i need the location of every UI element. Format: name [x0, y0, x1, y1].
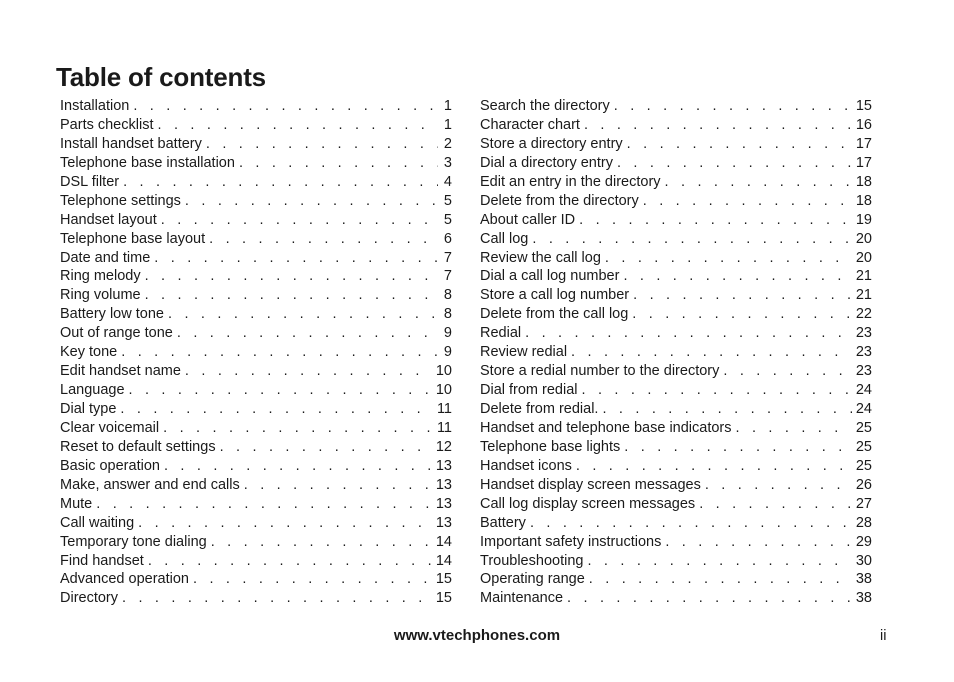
dot-leader — [643, 193, 852, 209]
toc-entry-page: 8 — [443, 287, 452, 304]
toc-entry-page: 20 — [855, 249, 872, 266]
toc-entry-label: Language — [60, 382, 125, 399]
toc-entry[interactable] — [480, 401, 872, 420]
toc-entry-page: 25 — [855, 438, 872, 455]
dot-leader — [705, 477, 852, 493]
toc-entry-page: 38 — [855, 571, 872, 588]
dot-leader — [185, 363, 432, 379]
toc-entry[interactable] — [60, 231, 452, 250]
toc-entry-page: 14 — [435, 533, 452, 550]
dot-leader — [129, 382, 432, 398]
toc-entry-label: Battery low tone — [60, 306, 164, 323]
dot-leader — [699, 496, 852, 512]
toc-entry[interactable] — [480, 382, 872, 401]
toc-entry[interactable] — [480, 363, 872, 382]
toc-entry[interactable] — [480, 534, 872, 553]
toc-entry[interactable] — [480, 193, 872, 212]
dot-leader — [530, 515, 852, 531]
toc-entry-label: Handset display screen messages — [480, 476, 701, 493]
toc-entry[interactable] — [480, 212, 872, 231]
dot-leader — [133, 98, 438, 114]
dot-leader — [164, 458, 432, 474]
toc-entry-page: 25 — [855, 457, 872, 474]
toc-entry[interactable] — [480, 590, 872, 609]
toc-entry-label: Call log display screen messages — [480, 495, 696, 512]
toc-entry-label: Handset icons — [480, 457, 572, 474]
toc-entry-page: 30 — [855, 552, 872, 569]
toc-entry-label: Parts checklist — [60, 116, 154, 133]
toc-entry-page: 22 — [855, 306, 872, 323]
dot-leader — [605, 250, 852, 266]
toc-entry-page: 21 — [855, 287, 872, 304]
dot-leader — [582, 382, 852, 398]
dot-leader — [627, 136, 852, 152]
toc-entry[interactable] — [60, 174, 452, 193]
toc-entry-page: 1 — [443, 98, 452, 114]
toc-entry-page: 2 — [443, 135, 452, 152]
dot-leader — [163, 420, 433, 436]
toc-entry-label: Advanced operation — [60, 571, 189, 588]
dot-leader — [122, 590, 432, 606]
dot-leader — [587, 553, 851, 569]
toc-entry-page: 11 — [436, 419, 452, 436]
toc-entry-label: Telephone settings — [60, 192, 181, 209]
toc-entry[interactable] — [60, 136, 452, 155]
toc-entry-page: 9 — [443, 344, 452, 361]
dot-leader — [161, 212, 438, 228]
dot-leader — [532, 231, 852, 247]
toc-entry-page: 16 — [855, 116, 872, 133]
dot-leader — [584, 117, 852, 133]
dot-leader — [633, 287, 852, 303]
toc-entry-label: Edit handset name — [60, 363, 181, 380]
toc-left-column — [60, 98, 452, 609]
toc-entry[interactable] — [60, 344, 452, 363]
toc-entry[interactable] — [480, 458, 872, 477]
dot-leader — [206, 136, 438, 152]
toc-entry[interactable] — [60, 553, 452, 572]
dot-leader — [239, 155, 438, 171]
toc-entry-label: Operating range — [480, 571, 585, 588]
dot-leader — [148, 553, 432, 569]
toc-entry[interactable] — [60, 439, 452, 458]
toc-entry[interactable] — [480, 571, 872, 590]
toc-entry-label: Store a redial number to the directory — [480, 363, 720, 380]
toc-entry-label: Reset to default settings — [60, 438, 216, 455]
toc-entry[interactable] — [480, 344, 872, 363]
dot-leader — [567, 590, 852, 606]
toc-entry-label: Make, answer and end calls — [60, 476, 240, 493]
toc-entry-label: Battery — [480, 514, 526, 531]
toc-entry[interactable] — [480, 496, 872, 515]
toc-entry-page: 12 — [435, 438, 452, 455]
toc-entry[interactable] — [60, 212, 452, 231]
toc-entry-page: 29 — [855, 533, 872, 550]
toc-entry-label: Handset layout — [60, 211, 157, 228]
toc-entry[interactable] — [480, 98, 872, 117]
dot-leader — [665, 534, 852, 550]
dot-leader — [614, 98, 852, 114]
toc-entry[interactable] — [60, 420, 452, 439]
toc-entry[interactable] — [60, 250, 452, 269]
toc-entry[interactable] — [480, 174, 872, 193]
dot-leader — [571, 344, 852, 360]
toc-entry-label: Review redial — [480, 344, 568, 361]
dot-leader — [623, 268, 851, 284]
toc-entry-label: Out of range tone — [60, 325, 173, 342]
toc-entry-label: Important safety instructions — [480, 533, 662, 550]
dot-leader — [602, 401, 851, 417]
toc-entry[interactable] — [60, 268, 452, 287]
toc-entry[interactable] — [60, 534, 452, 553]
toc-entry-label: Search the directory — [480, 98, 610, 114]
toc-entry-page: 27 — [855, 495, 872, 512]
footer-page-number: ii — [880, 628, 887, 644]
dot-leader — [579, 212, 852, 228]
dot-leader — [576, 458, 852, 474]
toc-entry[interactable] — [60, 155, 452, 174]
toc-entry-label: Key tone — [60, 344, 118, 361]
toc-entry-page: 13 — [435, 514, 452, 531]
toc-entry-page: 19 — [855, 211, 872, 228]
toc-entry-page: 23 — [855, 344, 872, 361]
toc-entry-page: 17 — [855, 154, 872, 171]
dot-leader — [145, 268, 438, 284]
dot-leader — [168, 306, 438, 322]
toc-entry-label: Temporary tone dialing — [60, 533, 207, 550]
toc-entry-label: Date and time — [60, 249, 151, 266]
toc-entry[interactable] — [60, 571, 452, 590]
dot-leader — [145, 287, 438, 303]
toc-entry[interactable] — [60, 496, 452, 515]
dot-leader — [589, 571, 852, 587]
toc-entry-page: 9 — [443, 325, 452, 342]
toc-entry[interactable] — [480, 325, 872, 344]
toc-entry-label: Troubleshooting — [480, 552, 584, 569]
toc-entry-label: Maintenance — [480, 590, 564, 607]
toc-entry[interactable] — [480, 515, 872, 534]
toc-entry-page: 11 — [436, 401, 452, 417]
toc-entry[interactable] — [60, 117, 452, 136]
toc-entry-label: Ring volume — [60, 287, 141, 304]
dot-leader — [177, 325, 438, 341]
toc-entry-label: Review the call log — [480, 249, 601, 266]
dot-leader — [96, 496, 432, 512]
dot-leader — [185, 193, 438, 209]
toc-entry-label: Find handset — [60, 552, 144, 569]
toc-entry-page: 18 — [855, 192, 872, 209]
dot-leader — [193, 571, 432, 587]
toc-entry[interactable] — [480, 477, 872, 496]
toc-entry[interactable] — [60, 401, 452, 420]
toc-entry-page: 7 — [443, 268, 452, 285]
dot-leader — [120, 401, 433, 417]
dot-leader — [665, 174, 852, 190]
toc-entry-label: Directory — [60, 590, 119, 607]
toc-entry-label: About caller ID — [480, 211, 576, 228]
dot-leader — [617, 155, 852, 171]
toc-entry[interactable] — [480, 136, 872, 155]
toc-entry-page: 15 — [855, 98, 872, 114]
toc-entry-page: 18 — [855, 173, 872, 190]
dot-leader — [244, 477, 432, 493]
toc-entry-page: 4 — [443, 173, 452, 190]
toc-entry-label: Store a directory entry — [480, 135, 623, 152]
toc-entry[interactable] — [480, 553, 872, 572]
toc-entry-page: 13 — [435, 457, 452, 474]
toc-entry[interactable] — [480, 287, 872, 306]
toc-entry-page: 10 — [435, 363, 452, 380]
toc-entry-label: Call waiting — [60, 514, 135, 531]
toc-entry-label: Dial a call log number — [480, 268, 620, 285]
toc-entry-label: Delete from the call log — [480, 306, 629, 323]
dot-leader — [624, 439, 852, 455]
toc-entry[interactable] — [60, 193, 452, 212]
dot-leader — [154, 250, 438, 266]
toc-entry[interactable] — [60, 382, 452, 401]
toc-entry-label: Redial — [480, 325, 522, 342]
toc-entry-label: Dial type — [60, 401, 117, 417]
toc-entry-page: 13 — [435, 495, 452, 512]
toc-entry-page: 1 — [443, 116, 452, 133]
toc-entry[interactable] — [60, 477, 452, 496]
toc-entry-label: Dial a directory entry — [480, 154, 613, 171]
toc-entry-page: 13 — [435, 476, 452, 493]
toc-entry[interactable] — [480, 439, 872, 458]
toc-entry-page: 23 — [855, 325, 872, 342]
toc-entry-label: Dial from redial — [480, 382, 578, 399]
toc-entry[interactable] — [60, 306, 452, 325]
toc-entry[interactable] — [480, 250, 872, 269]
toc-entry[interactable] — [60, 458, 452, 477]
toc-entry-page: 23 — [855, 363, 872, 380]
toc-entry-label: Basic operation — [60, 457, 160, 474]
toc-entry-page: 21 — [855, 268, 872, 285]
dot-leader — [123, 174, 438, 190]
toc-entry-label: Telephone base installation — [60, 154, 235, 171]
toc-entry[interactable] — [60, 515, 452, 534]
toc-entry[interactable] — [480, 231, 872, 250]
toc-entry-page: 14 — [435, 552, 452, 569]
footer-website-link[interactable]: www.vtechphones.com — [393, 627, 561, 644]
toc-entry-label: Call log — [480, 230, 529, 247]
dot-leader — [121, 344, 438, 360]
page-title: Table of contents — [56, 62, 266, 92]
toc-entry-page: 24 — [855, 382, 872, 399]
toc-entry[interactable] — [60, 590, 452, 609]
dot-leader — [138, 515, 432, 531]
toc-entry-page: 15 — [435, 590, 452, 607]
toc-entry-label: Install handset battery — [60, 135, 202, 152]
toc-entry-page: 28 — [855, 514, 872, 531]
toc-entry-label: Store a call log number — [480, 287, 630, 304]
dot-leader — [220, 439, 432, 455]
toc-entry-page: 25 — [855, 419, 872, 436]
toc-entry[interactable] — [480, 420, 872, 439]
dot-leader — [211, 534, 432, 550]
toc-entry-label: Character chart — [480, 116, 580, 133]
toc-entry-label: DSL filter — [60, 173, 120, 190]
toc-entry[interactable] — [480, 306, 872, 325]
toc-entry[interactable] — [60, 287, 452, 306]
toc-entry-label: Edit an entry in the directory — [480, 173, 661, 190]
toc-entry-page: 5 — [443, 211, 452, 228]
toc-entry-label: Installation — [60, 98, 130, 114]
toc-entry-label: Ring melody — [60, 268, 141, 285]
toc-entry-page: 10 — [435, 382, 452, 399]
toc-entry-page: 38 — [855, 590, 872, 607]
toc-entry-page: 17 — [855, 135, 872, 152]
toc-entry-page: 6 — [443, 230, 452, 247]
toc-entry[interactable] — [480, 117, 872, 136]
toc-entry-page: 5 — [443, 192, 452, 209]
toc-entry-label: Handset and telephone base indicators — [480, 419, 732, 436]
toc-right-column — [480, 98, 872, 609]
dot-leader — [723, 363, 851, 379]
dot-leader — [157, 117, 438, 133]
toc-entry-label: Delete from the directory — [480, 192, 639, 209]
toc-entry[interactable] — [480, 268, 872, 287]
dot-leader — [632, 306, 852, 322]
dot-leader — [525, 325, 852, 341]
toc-entry-page: 3 — [443, 154, 452, 171]
dot-leader — [209, 231, 438, 247]
toc-entry-label: Clear voicemail — [60, 419, 160, 436]
toc-entry-label: Telephone base layout — [60, 230, 206, 247]
dot-leader — [736, 420, 852, 436]
toc-entry[interactable] — [480, 155, 872, 174]
toc-entry[interactable] — [60, 325, 452, 344]
toc-entry-page: 15 — [435, 571, 452, 588]
toc-entry-page: 7 — [443, 249, 452, 266]
toc-entry-page: 20 — [855, 230, 872, 247]
toc-entry[interactable] — [60, 363, 452, 382]
toc-entry[interactable] — [60, 98, 452, 117]
toc-entry-label: Mute — [60, 495, 93, 512]
toc-entry-label: Telephone base lights — [480, 438, 621, 455]
toc-entry-page: 24 — [855, 401, 872, 417]
toc-entry-label: Delete from redial. — [480, 401, 599, 417]
toc-entry-page: 8 — [443, 306, 452, 323]
toc-entry-page: 26 — [855, 476, 872, 493]
